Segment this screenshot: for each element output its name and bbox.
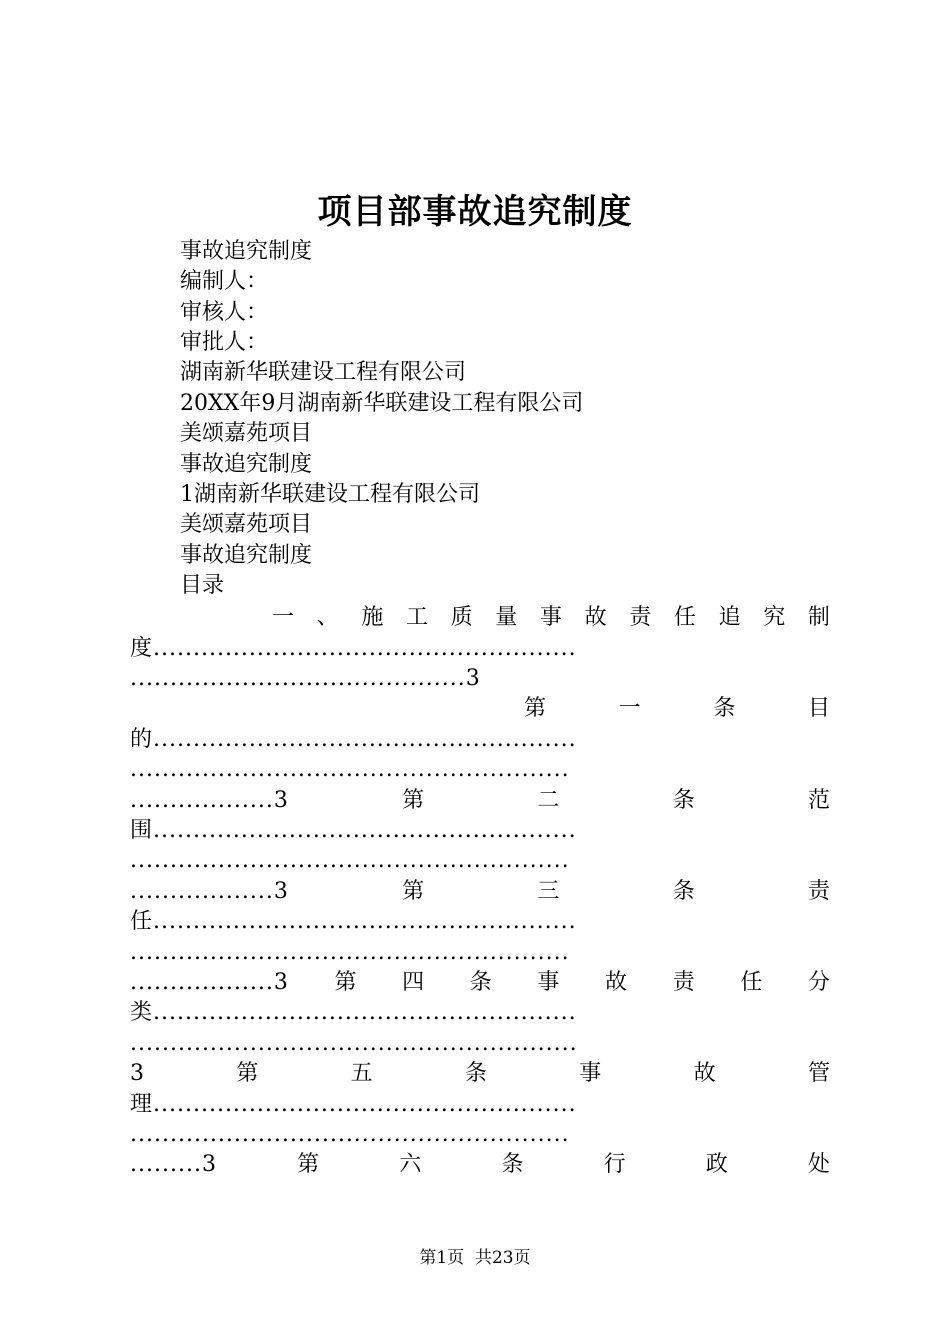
toc-char: 事 (537, 970, 560, 995)
toc-char: 事 (579, 1061, 602, 1086)
toc-char: 故 (693, 1061, 716, 1086)
document-title: 项目部事故追究制度 (317, 192, 633, 232)
toc-char: 究 (763, 605, 786, 630)
toc-leader-line: ........................................................ (130, 1031, 578, 1056)
toc-entry (130, 968, 830, 998)
toc-char: 第 (402, 879, 425, 904)
toc-char: 第 (334, 970, 357, 995)
toc-leader-line: ....................................................... (130, 1122, 570, 1147)
toc-char: 责 (672, 970, 695, 995)
toc-char: 条 (713, 696, 736, 721)
toc-char: 管 (807, 1061, 830, 1086)
front-line: 1湖南新华联建设工程有限公司 (180, 482, 480, 507)
toc-entry (130, 877, 830, 907)
toc-char: 制 (807, 605, 830, 630)
toc-heading: 目录 (180, 573, 225, 598)
toc-leader-line: 任..................................................... (130, 909, 577, 934)
front-line: 事故追究制度 (180, 543, 313, 568)
toc-leader-line: 理..................................................... (130, 1092, 577, 1117)
toc-char: 追 (718, 605, 741, 630)
toc-char: 条 (464, 1061, 487, 1086)
toc-char: 第 (297, 1152, 320, 1177)
toc-entry (130, 786, 830, 816)
toc-char: 六 (399, 1152, 422, 1177)
toc-leader-line: ....................................................... (130, 848, 570, 873)
toc-entry (130, 1059, 830, 1089)
toc-char: 一 (272, 605, 295, 630)
toc-page-ref: .........3 (130, 1152, 217, 1177)
toc-entry-heading (272, 603, 830, 633)
toc-leader-line: 的..................................................... (130, 727, 577, 752)
toc-char: 施 (361, 605, 384, 630)
front-line: 审批人： (180, 330, 269, 355)
toc-char: 二 (537, 788, 560, 813)
toc-char: 量 (495, 605, 518, 630)
toc-page-ref: ..................3 (130, 788, 289, 813)
toc-leader-line: ....................................................... (130, 940, 570, 965)
toc-leader-line: 类..................................................... (130, 1000, 577, 1025)
toc-page-ref: ..................3 (130, 970, 289, 995)
toc-char: 第 (236, 1061, 259, 1086)
toc-char: 分 (807, 970, 830, 995)
toc-char: 条 (672, 788, 695, 813)
toc-char: 质 (450, 605, 473, 630)
toc-char: 范 (807, 788, 830, 813)
toc-char: 工 (405, 605, 428, 630)
toc-leader-line: ....................................................... (130, 757, 570, 782)
toc-char: 故 (584, 605, 607, 630)
toc-char: 三 (537, 879, 560, 904)
toc-char: 一 (618, 696, 641, 721)
toc-char: 四 (402, 970, 425, 995)
front-line: 湖南新华联建设工程有限公司 (180, 360, 467, 385)
toc-char: 事 (539, 605, 562, 630)
toc-char: 任 (673, 605, 696, 630)
toc-char: 五 (350, 1061, 373, 1086)
toc-char: 政 (705, 1152, 728, 1177)
toc-leader-line: 度..................................................... (130, 636, 577, 661)
toc-leader-line: 围..................................................... (130, 818, 577, 843)
toc-char: 行 (603, 1152, 626, 1177)
toc-char: 任 (740, 970, 763, 995)
toc-leader-line: ..........................................3 (130, 666, 481, 691)
front-line: 事故追究制度 (180, 239, 313, 264)
front-line: 20XX年9月湖南新华联建设工程有限公司 (180, 391, 584, 416)
toc-char: 责 (629, 605, 652, 630)
toc-char: 第 (524, 696, 547, 721)
front-line: 美颂嘉苑项目 (180, 512, 313, 537)
front-line: 编制人： (180, 269, 269, 294)
toc-char: 目 (807, 696, 830, 721)
front-line: 事故追究制度 (180, 452, 313, 477)
front-line: 美颂嘉苑项目 (180, 421, 313, 446)
toc-char: 处 (807, 1152, 830, 1177)
toc-entry (524, 694, 830, 724)
toc-char: 条 (501, 1152, 524, 1177)
toc-char: 、 (316, 605, 339, 630)
page-footer: 第1页 共23页 (419, 1248, 531, 1268)
front-line: 审核人： (180, 300, 269, 325)
toc-page-ref: ..................3 (130, 879, 289, 904)
toc-entry (130, 1150, 830, 1180)
toc-page-ref: 3 (130, 1061, 144, 1086)
toc-char: 责 (807, 879, 830, 904)
toc-char: 条 (672, 879, 695, 904)
toc-char: 条 (469, 970, 492, 995)
toc-char: 故 (605, 970, 628, 995)
toc-char: 第 (402, 788, 425, 813)
